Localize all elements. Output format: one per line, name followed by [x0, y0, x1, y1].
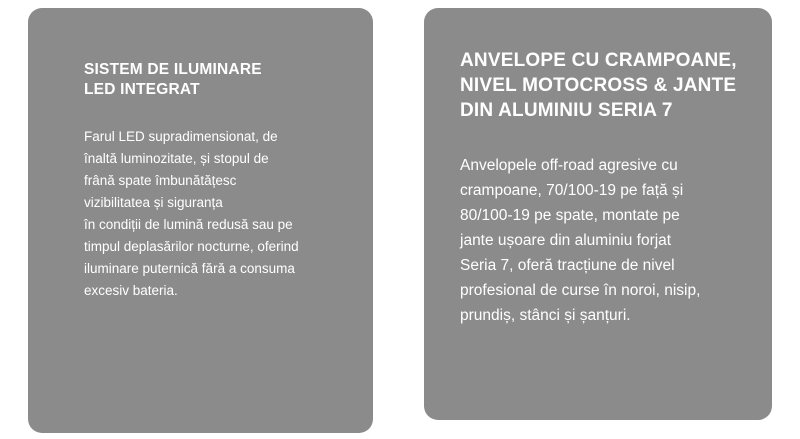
card-body-led-lighting [84, 126, 333, 302]
card-body-line: în condiții de lumină redusă sau pe [84, 217, 293, 232]
card-body-line: vizibilitatea și siguranța [84, 195, 223, 210]
card-body-line: prundiș, stânci și șanțuri. [460, 307, 631, 324]
card-body-tires-wheels [460, 153, 738, 328]
card-body-line: înaltă luminozitate, și stopul de [84, 151, 269, 166]
card-body-line: timpul deplasărilor nocturne, oferind [84, 239, 299, 254]
card-body-line: frână spate îmbunătățesc [84, 173, 237, 188]
feature-card-tires-wheels [424, 8, 772, 420]
card-title-line: DIN ALUMINIU SERIA 7 [460, 100, 673, 121]
card-body-line: Seria 7, oferă tracțiune de nivel [460, 257, 675, 274]
card-title-line: NIVEL MOTOCROSS & JANTE [460, 75, 737, 96]
card-title-line: ANVELOPE CU CRAMPOANE, [460, 50, 737, 71]
card-title-led-lighting [84, 60, 333, 100]
feature-card-led-lighting [28, 8, 373, 433]
card-body-line: Anvelopele off-road agresive cu [460, 157, 678, 174]
card-body-line: jante ușoare din aluminiu forjat [460, 232, 672, 249]
card-body-line: Farul LED supradimensionat, de [84, 129, 278, 144]
card-title-line: SISTEM DE ILUMINARE [84, 61, 262, 78]
card-body-line: crampoane, 70/100-19 pe față și [460, 182, 684, 199]
card-body-line: 80/100-19 pe spate, montate pe [460, 207, 680, 224]
card-title-line: LED INTEGRAT [84, 81, 200, 98]
card-title-tires-wheels [460, 48, 738, 123]
card-body-line: profesional de curse în noroi, nisip, [460, 282, 701, 299]
card-body-line: iluminare puternică fără a consuma [84, 261, 295, 276]
card-body-line: excesiv bateria. [84, 283, 178, 298]
